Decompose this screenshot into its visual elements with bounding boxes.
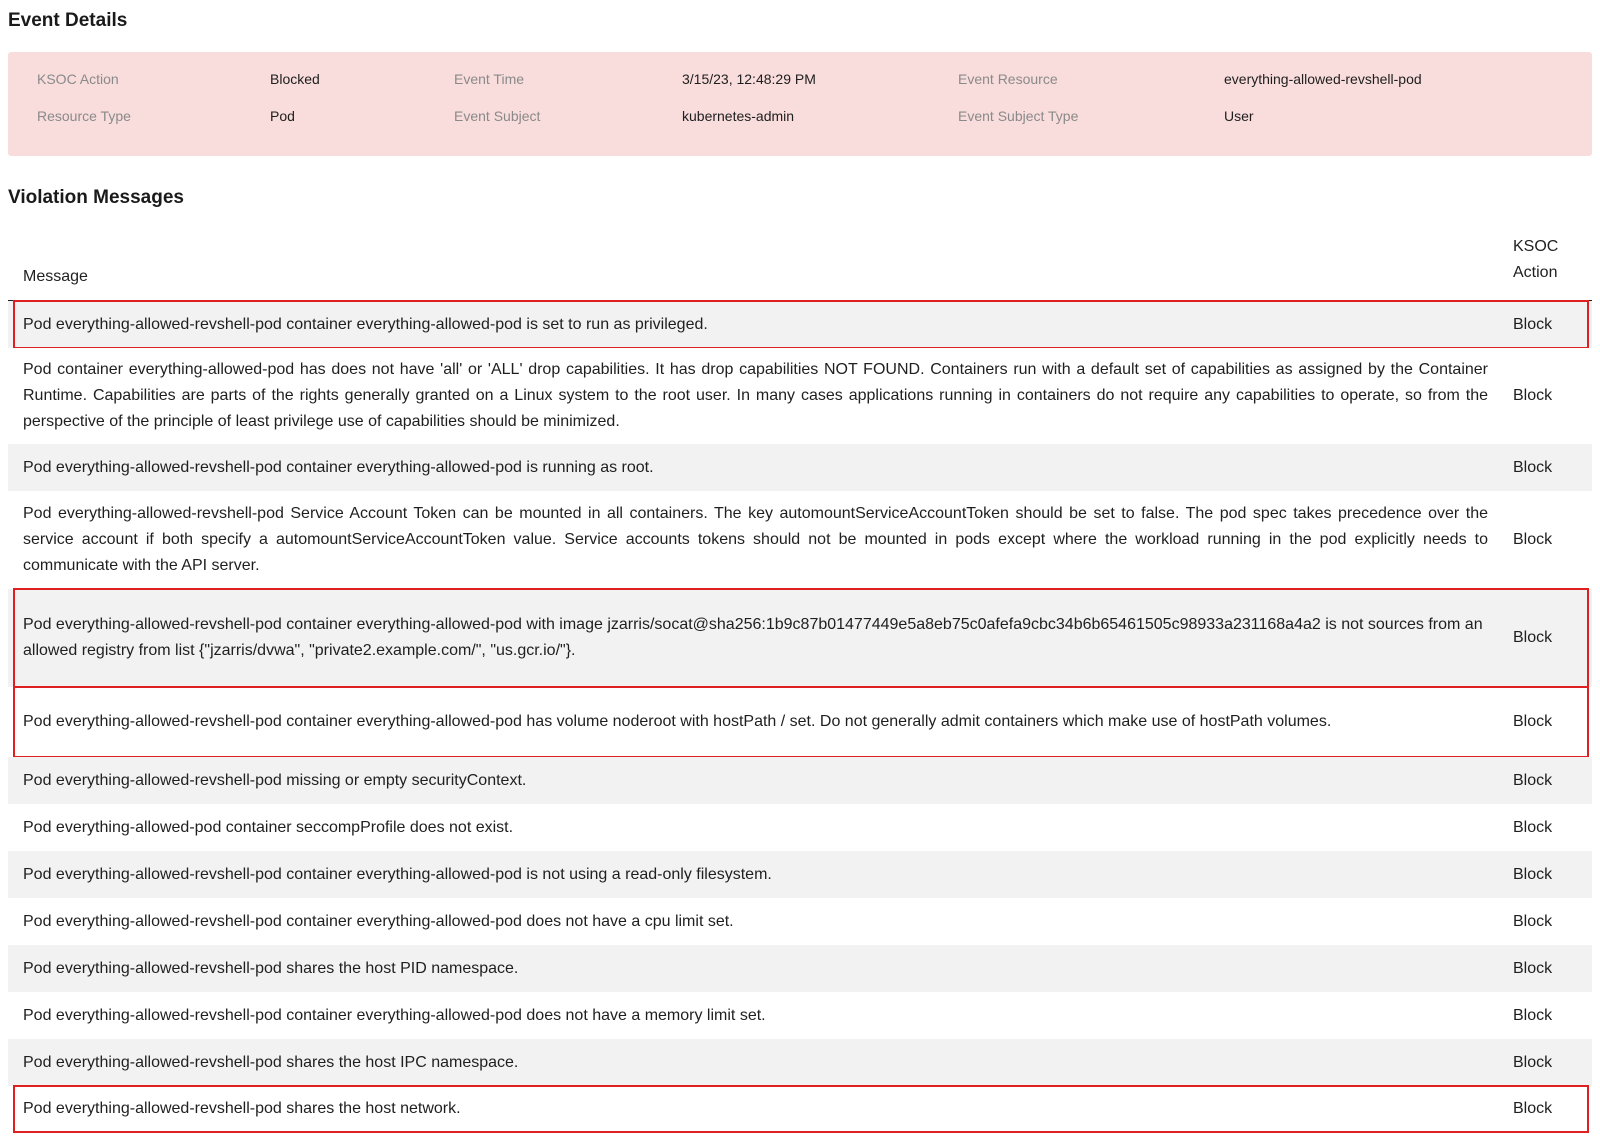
row-action: Block: [1513, 387, 1553, 404]
row-message: Pod everything-allowed-revshell-pod container everything-allowed-pod does not have a cpu limit set.: [23, 912, 734, 930]
table-row: [8, 589, 1592, 687]
event-subject-value: kubernetes-admin: [682, 108, 795, 124]
row-message: Pod everything-allowed-revshell-pod container everything-allowed-pod is set to run as privileged.: [23, 315, 708, 333]
row-action: Block: [1513, 531, 1553, 548]
row-action: Block: [1513, 912, 1553, 930]
violation-messages-title: Violation Messages: [8, 187, 184, 208]
row-action: Block: [1513, 818, 1553, 836]
table-row: [8, 301, 1592, 348]
row-message: Pod everything-allowed-revshell-pod container everything-allowed-pod has volume noderoot with hostPath / set. Do not generally admit containers which make use of hostPath volumes.: [23, 713, 1332, 730]
table-row: [8, 491, 1592, 589]
row-message: Pod everything-allowed-revshell-pod missing or empty securityContext.: [23, 771, 527, 789]
row-action: Block: [1513, 865, 1553, 883]
row-message: Pod everything-allowed-revshell-pod shares the host PID namespace.: [23, 959, 519, 977]
event-subject-type-value: User: [1224, 108, 1254, 124]
row-message: Pod everything-allowed-revshell-pod container everything-allowed-pod is running as root.: [23, 458, 654, 476]
row-message: Pod everything-allowed-pod container seccompProfile does not exist.: [23, 818, 514, 836]
row-action: Block: [1513, 959, 1553, 977]
row-message: Pod everything-allowed-revshell-pod shares the host IPC namespace.: [23, 1053, 519, 1071]
row-message: Pod everything-allowed-revshell-pod shares the host network.: [23, 1100, 461, 1117]
event-subject-label: Event Subject: [454, 108, 541, 124]
resource-type-label: Resource Type: [37, 108, 131, 124]
table-row: [8, 898, 1592, 945]
table-row: [8, 1039, 1592, 1086]
table-row: [8, 444, 1592, 491]
table-row: [8, 1086, 1592, 1132]
row-message: Pod container everything-allowed-pod has does not have 'all' or 'ALL' drop capabilities. It has drop capabilities NOT FOUND. Containers run with a default set of capabilities as assigned by the Container Runtime. Capabilities are parts of the rights generally granted on a Linux system to the root user. In many cases applications running in containers do not require any capabilities to operate, so from the perspective of the principle of least privilege use of capabilities should be minimized.: [23, 361, 1488, 430]
row-message: Pod everything-allowed-revshell-pod container everything-allowed-pod does not have a memory limit set.: [23, 1006, 766, 1024]
row-action: Block: [1513, 1006, 1553, 1024]
row-message: Pod everything-allowed-revshell-pod Service Account Token can be mounted in all containers. The key automountServiceAccountToken should be set to false. The pod spec takes precedence over the service account if both specify a automountServiceAccountToken value. Service accounts tokens should not be mounted in pods except where the workload running in the pod explicitly needs to communicate with the API server.: [23, 505, 1488, 574]
row-action: Block: [1513, 458, 1553, 476]
table-row: [8, 804, 1592, 851]
resource-type-value: Pod: [270, 108, 295, 124]
table-row: [8, 687, 1592, 757]
table-row: [8, 851, 1592, 898]
event-resource-label: Event Resource: [958, 71, 1058, 87]
row-action: Block: [1513, 315, 1553, 333]
violations-table: [8, 232, 1592, 1132]
ksoc-action-value: Blocked: [270, 71, 320, 87]
event-time-value: 3/15/23, 12:48:29 PM: [682, 71, 816, 87]
row-action: Block: [1513, 629, 1553, 646]
event-details-panel: [8, 52, 1592, 156]
table-row: [8, 757, 1592, 804]
event-time-label: Event Time: [454, 71, 525, 87]
event-resource-value: everything-allowed-revshell-pod: [1224, 71, 1422, 87]
table-row: [8, 945, 1592, 992]
row-action: Block: [1513, 1053, 1553, 1071]
event-details-title: Event Details: [8, 10, 128, 31]
column-header-message: Message: [23, 268, 88, 285]
row-action: Block: [1513, 771, 1553, 789]
row-message: Pod everything-allowed-revshell-pod container everything-allowed-pod is not using a read-only filesystem.: [23, 865, 772, 883]
row-message: Pod everything-allowed-revshell-pod container everything-allowed-pod with image jzarris/socat@sha256:1b9c87b01477449e5a8eb75c0afefa9cbc34b6b65461505c98933a231168a4a2 is not sources from an allowed registry from list {"jzarris/dvwa", "private2.example.com/", "us.gcr.io/"}.: [23, 616, 1483, 659]
column-header-ksoc-action: KSOC Action: [1513, 238, 1559, 281]
row-action: Block: [1513, 713, 1553, 730]
table-row: [8, 348, 1592, 444]
ksoc-action-label: KSOC Action: [37, 71, 119, 87]
row-action: Block: [1513, 1100, 1553, 1117]
table-header: [8, 232, 1592, 301]
event-subject-type-label: Event Subject Type: [958, 108, 1079, 124]
table-row: [8, 992, 1592, 1039]
